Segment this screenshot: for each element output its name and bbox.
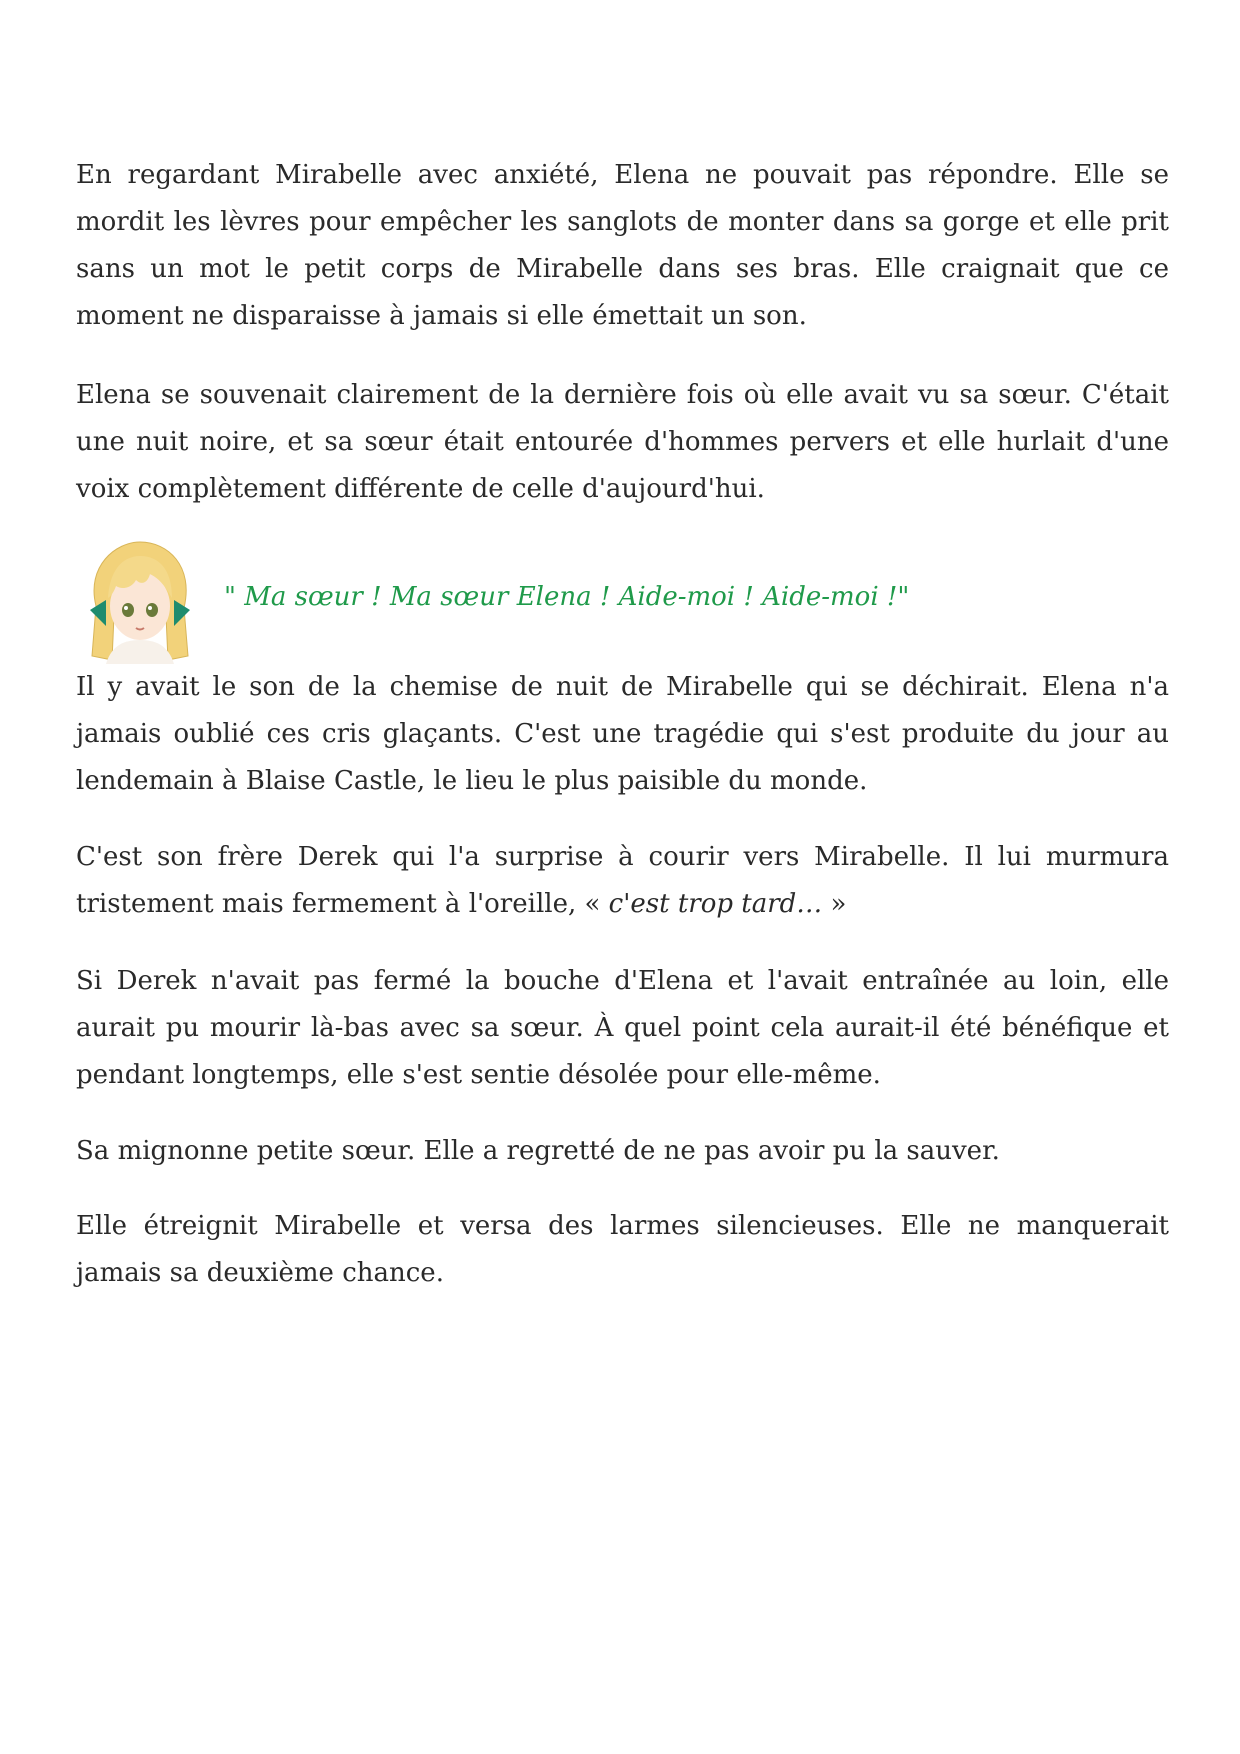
paragraph-1: En regardant Mirabelle avec anxiété, Elena ne pouvait pas répondre. Elle se mordit les lèvres pour empêcher les sanglots de monter dans sa gorge et elle prit sans un mot le petit corps de Mirabelle dans ses bras. Elle craignait que ce moment ne disparaisse à jamais si elle émettait un son. — [76, 160, 1169, 331]
paragraph-4-end: » — [822, 889, 847, 919]
paragraph-7: Elle étreignit Mirabelle et versa des larmes silencieuses. Elle ne manquerait jamais sa deuxième chance. — [76, 1211, 1169, 1288]
dialogue-line: " Ma sœur ! Ma sœur Elena ! Aide-moi ! Aide-moi !" — [224, 582, 910, 612]
girl-portrait-icon — [76, 536, 204, 664]
paragraph-4-start: C'est son frère Derek qui l'a surprise à courir vers Mirabelle. Il lui murmura tristement mais fermement à l'oreille, « — [76, 842, 1169, 919]
paragraph-4 — [76, 834, 1169, 928]
paragraph-3: Il y avait le son de la chemise de nuit de Mirabelle qui se déchirait. Elena n'a jamais oublié ces cris glaçants. C'est une tragédie qui s'est produite du jour au lendemain à Blaise Castle, le lieu le plus paisible du monde. — [76, 672, 1169, 796]
paragraph-2: Elena se souvenait clairement de la dernière fois où elle avait vu sa sœur. C'était une nuit noire, et sa sœur était entourée d'hommes pervers et elle hurlait d'une voix complètement différente de celle d'aujourd'hui. — [76, 380, 1169, 504]
paragraph-6: Sa mignonne petite sœur. Elle a regretté de ne pas avoir pu la sauver. — [76, 1136, 1000, 1166]
paragraph-4-quote: c'est trop tard… — [608, 889, 823, 919]
paragraph-5: Si Derek n'avait pas fermé la bouche d'Elena et l'avait entraînée au loin, elle aurait pu mourir là-bas avec sa sœur. À quel point cela aurait-il été bénéfique et pendant longtemps, elle s'est sentie désolée pour elle-même. — [76, 966, 1169, 1090]
dialogue-row — [76, 536, 1169, 664]
